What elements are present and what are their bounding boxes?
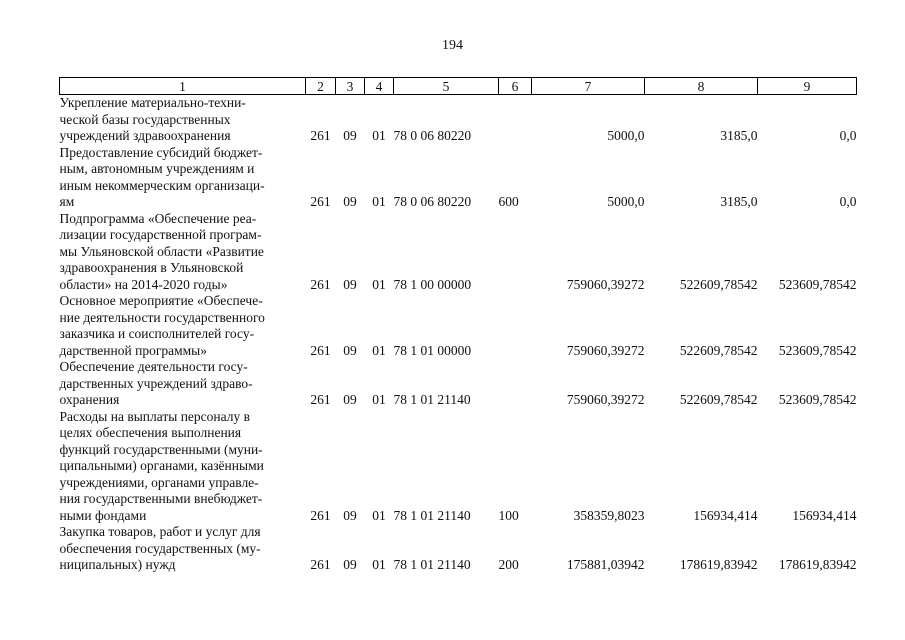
section-code: 09	[343, 276, 357, 292]
expense-type-code	[499, 359, 532, 409]
table-row	[60, 524, 857, 574]
expense-type-code: 100	[498, 507, 519, 523]
expense-name	[60, 409, 306, 525]
column-header: 7	[532, 78, 645, 95]
target-article-code: 78 1 01 21140	[393, 392, 471, 407]
expense-name-line: Расходы на выплаты персоналу в	[59, 408, 250, 424]
expense-name-line: дарственной программы»	[59, 342, 207, 358]
target-article-code: 78 0 06 80220	[393, 194, 472, 209]
expense-type-code: 600	[498, 194, 519, 209]
amount-col-9: 178619,83942	[778, 557, 857, 572]
expense-name-line: заказчика и соисполнителей госу-	[59, 326, 255, 341]
expense-name-line: ям	[59, 194, 75, 209]
subsection-code: 01	[372, 276, 386, 292]
budget-admin-code: 261	[310, 507, 331, 523]
budget-table	[59, 77, 857, 574]
column-header: 2	[306, 78, 336, 95]
section-code: 09	[343, 507, 357, 523]
expense-name-line: иным некоммерческим организаци-	[59, 177, 265, 193]
amount-col-7: 358359,8023	[573, 507, 645, 523]
expense-name-line: Основное мероприятие «Обеспече-	[59, 293, 263, 308]
expense-name-line: ческой базы государственных	[59, 111, 231, 127]
amount-col-7: 5000,0	[607, 194, 645, 209]
amount-col-8: 522609,78542	[679, 392, 758, 407]
expense-name-line: ния государственными внебюджет-	[59, 491, 263, 506]
table-row	[60, 409, 857, 525]
budget-admin-code: 261	[310, 194, 331, 209]
subsection-code: 01	[372, 557, 386, 572]
expense-name-line: ным, автономным учреждениям и	[59, 161, 255, 176]
target-article-code: 78 1 01 21140	[393, 557, 471, 572]
expense-name-line: функций государственными (муни-	[59, 441, 263, 457]
expense-name-line: целях обеспечения выполнения	[59, 425, 242, 440]
expense-name-line: ниципальных) нужд	[59, 557, 176, 572]
column-header: 8	[645, 78, 758, 95]
amount-col-7: 5000,0	[607, 128, 645, 143]
table-row	[60, 293, 857, 359]
amount-col-9: 523609,78542	[778, 342, 857, 358]
expense-name-line: дарственных учреждений здраво-	[59, 375, 253, 391]
expense-name	[60, 524, 306, 574]
expense-name	[60, 145, 306, 211]
amount-col-9: 523609,78542	[778, 276, 857, 292]
expense-name-line: Предоставление субсидий бюджет-	[59, 144, 263, 160]
expense-name-line: ципальными) органами, казёнными	[59, 458, 264, 473]
amount-col-9: 523609,78542	[778, 392, 857, 407]
section-code: 09	[343, 557, 357, 572]
amount-col-9: 0,0	[839, 128, 857, 143]
subsection-code: 01	[372, 392, 386, 407]
budget-admin-code: 261	[310, 342, 331, 358]
expense-name-line: охранения	[59, 392, 120, 407]
column-header: 6	[499, 78, 532, 95]
section-code: 09	[343, 342, 357, 358]
column-header: 5	[394, 78, 499, 95]
target-article-code: 78 1 01 00000	[393, 342, 472, 358]
amount-col-7: 759060,39272	[566, 342, 645, 358]
column-header: 9	[758, 78, 857, 95]
subsection-code: 01	[372, 507, 386, 523]
budget-admin-code: 261	[310, 276, 331, 292]
expense-name	[60, 211, 306, 294]
expense-name-line: лизации государственной програм-	[59, 227, 262, 242]
amount-col-8: 3185,0	[720, 128, 758, 143]
target-article-code: 78 0 06 80220	[393, 128, 472, 143]
amount-col-8: 178619,83942	[679, 557, 758, 572]
table-row	[60, 145, 857, 211]
header-row	[60, 78, 857, 95]
expense-name-line: Обеспечение деятельности госу-	[59, 359, 248, 374]
amount-col-9: 0,0	[839, 194, 857, 209]
section-code: 09	[343, 194, 357, 209]
expense-name-line: ние деятельности государственного	[59, 309, 265, 325]
section-code: 09	[343, 128, 357, 143]
expense-type-code	[499, 293, 532, 359]
section-code: 09	[343, 392, 357, 407]
expense-name	[60, 95, 306, 145]
table-row	[60, 359, 857, 409]
amount-col-8: 522609,78542	[679, 342, 758, 358]
amount-col-8: 522609,78542	[679, 276, 758, 292]
amount-col-7: 759060,39272	[566, 392, 645, 407]
expense-name-line: учреждениями, органами управле-	[59, 474, 259, 490]
subsection-code: 01	[372, 128, 386, 143]
expense-type-code: 200	[498, 557, 519, 572]
expense-name-line: учреждений здравоохранения	[59, 128, 231, 143]
amount-col-7: 175881,03942	[566, 557, 645, 572]
expense-name-line: обеспечения государственных (му-	[59, 540, 261, 556]
target-article-code: 78 1 00 00000	[393, 276, 472, 292]
column-header: 3	[336, 78, 365, 95]
column-header: 4	[365, 78, 394, 95]
expense-name-line: области» на 2014-2020 годы»	[59, 276, 228, 292]
expense-name-line: Укрепление материально-техни-	[59, 95, 246, 110]
expense-name-line: мы Ульяновской области «Развитие	[59, 243, 264, 259]
page-number: 194	[442, 38, 463, 53]
budget-admin-code: 261	[310, 128, 331, 143]
subsection-code: 01	[372, 342, 386, 358]
expense-name-line: Закупка товаров, работ и услуг для	[59, 524, 261, 539]
subsection-code: 01	[372, 194, 386, 209]
table-row	[60, 95, 857, 145]
table-row	[60, 211, 857, 294]
budget-admin-code: 261	[310, 557, 331, 572]
amount-col-8: 3185,0	[720, 194, 758, 209]
expense-type-code	[499, 211, 532, 294]
amount-col-9: 156934,414	[792, 507, 857, 523]
expense-name	[60, 359, 306, 409]
expense-name-line: ными фондами	[59, 507, 147, 523]
expense-name	[60, 293, 306, 359]
expense-name-line: здравоохранения в Ульяновской	[59, 260, 244, 275]
column-header: 1	[60, 78, 306, 95]
amount-col-7: 759060,39272	[566, 276, 645, 292]
expense-type-code	[499, 95, 532, 145]
target-article-code: 78 1 01 21140	[393, 507, 471, 523]
amount-col-8: 156934,414	[693, 507, 758, 523]
expense-name-line: Подпрограмма «Обеспечение реа-	[59, 210, 257, 226]
budget-admin-code: 261	[310, 392, 331, 407]
